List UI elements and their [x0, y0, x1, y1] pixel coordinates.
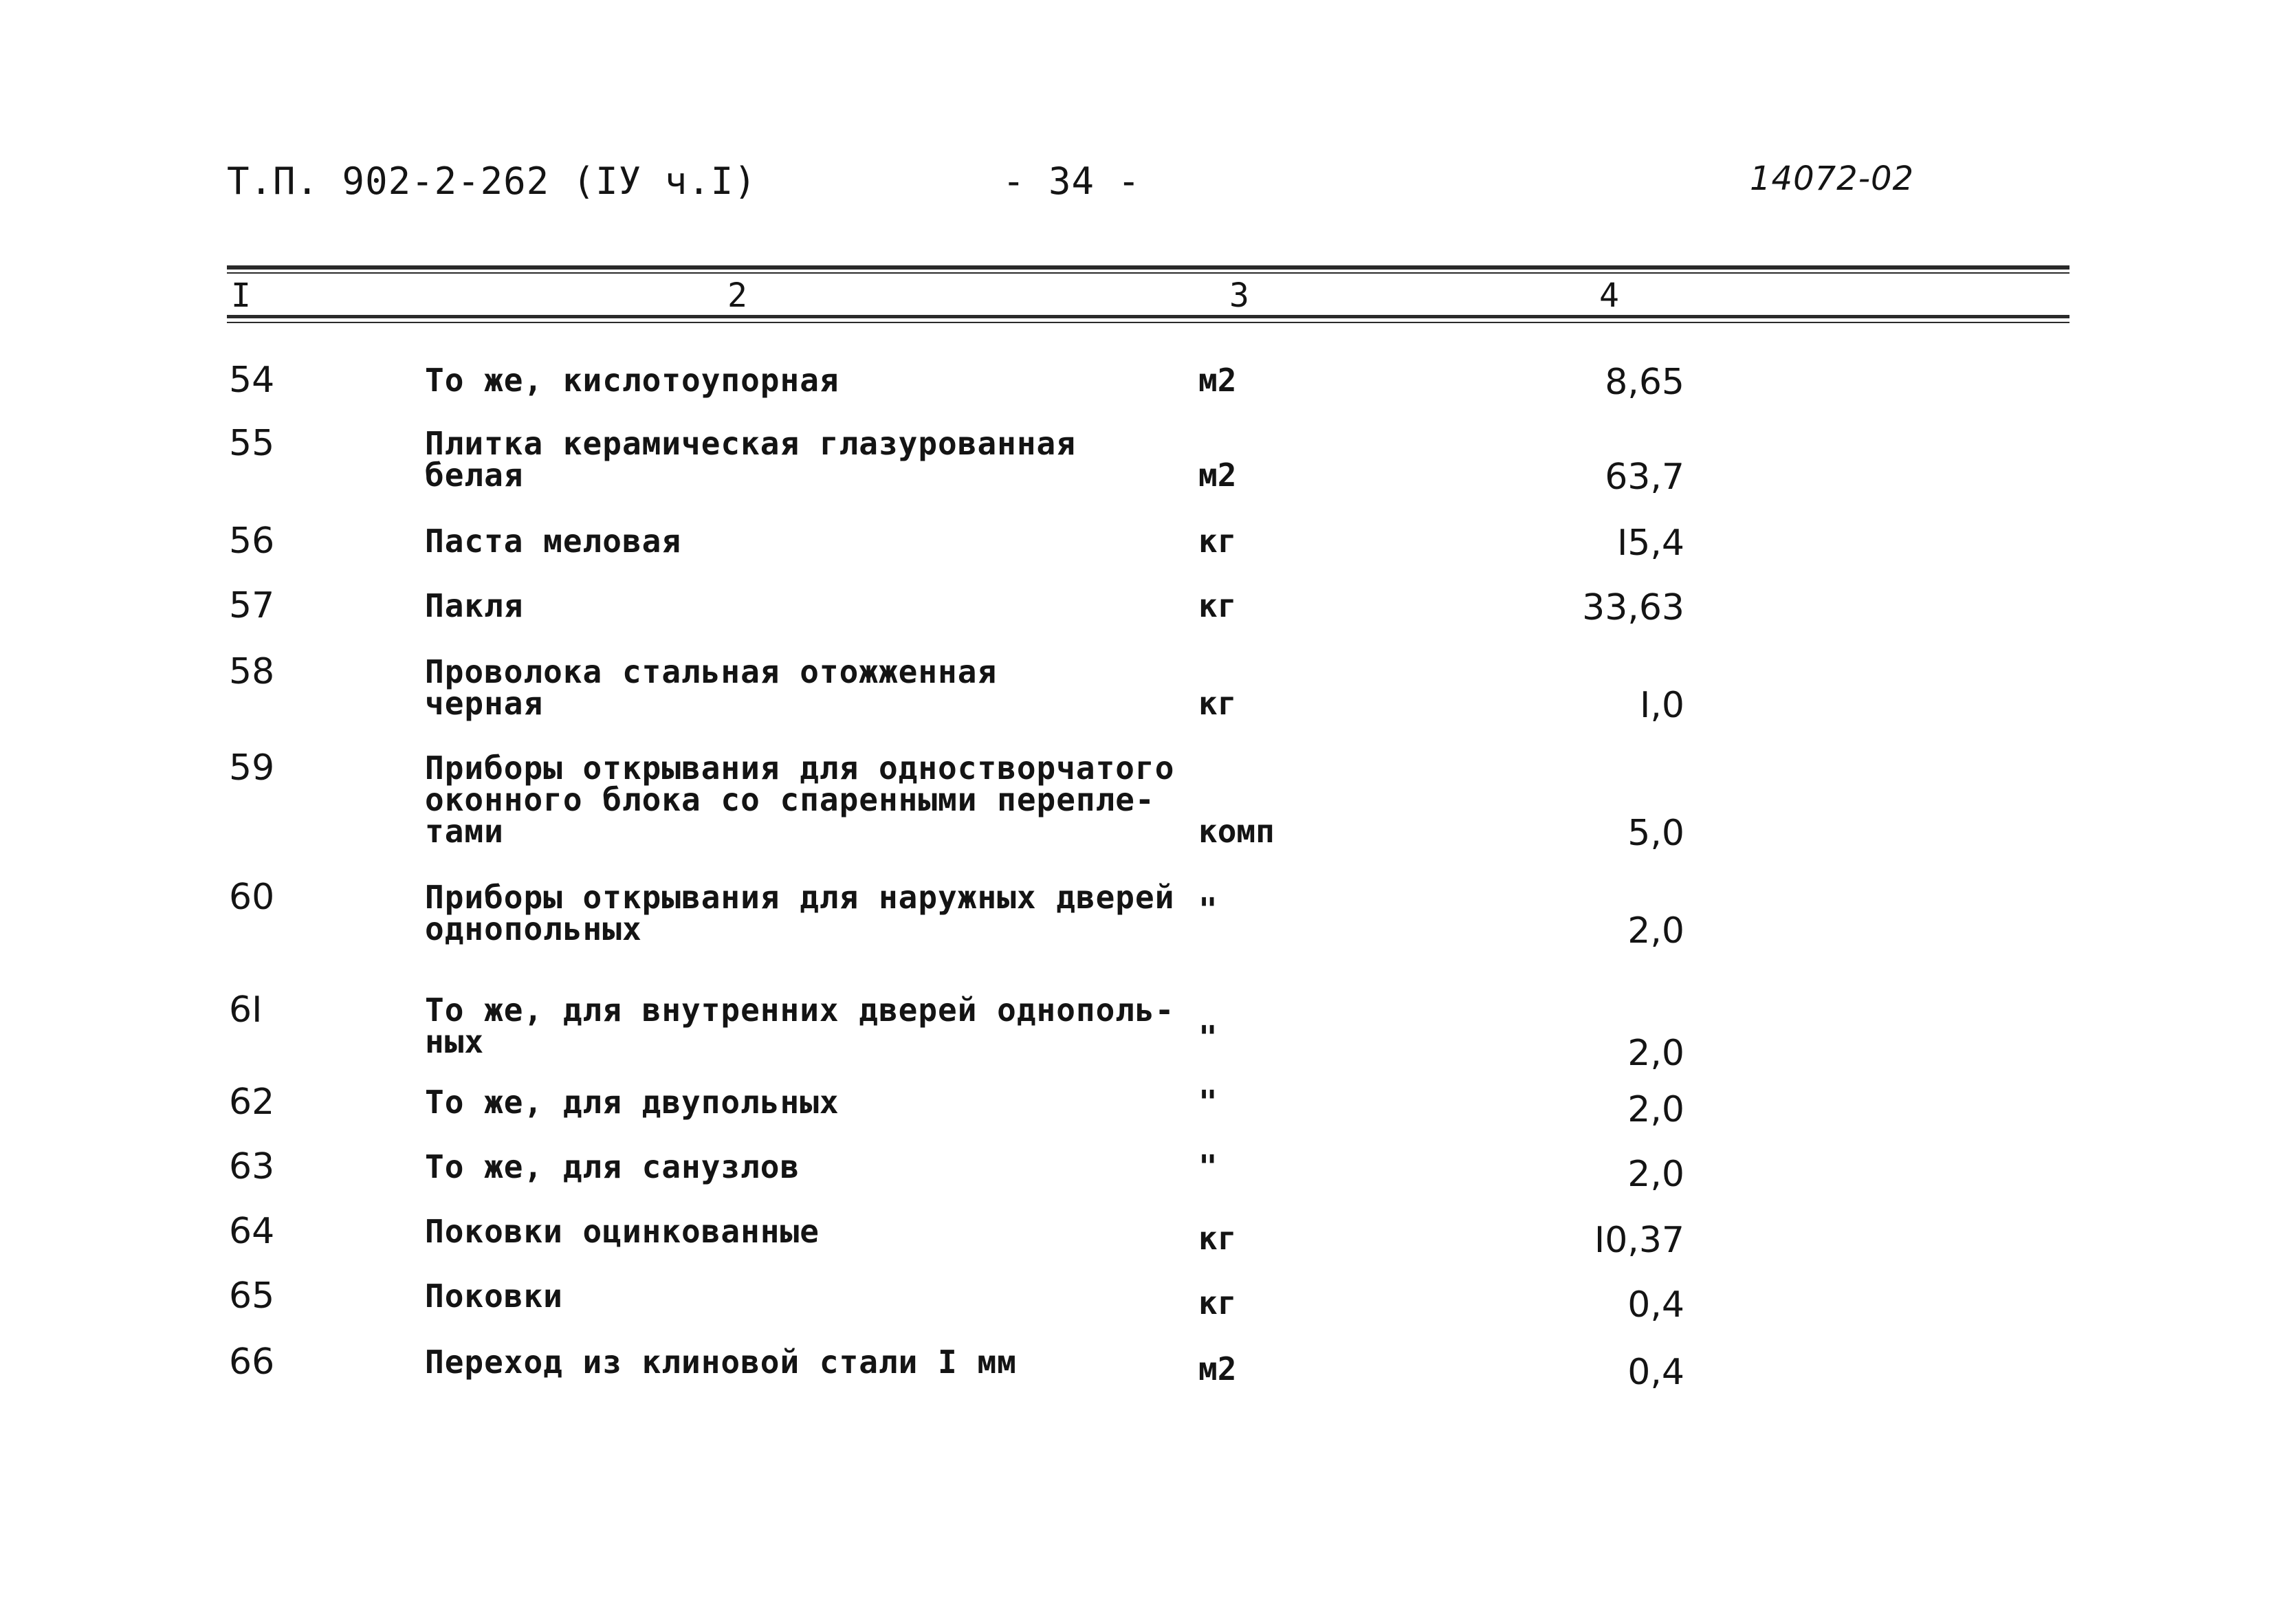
table-header-rule-thin [227, 322, 2069, 323]
item-unit: " [1198, 1148, 1218, 1185]
item-quantity: 33,63 [1582, 587, 1684, 628]
item-unit: комп [1198, 813, 1275, 850]
item-name [425, 523, 1181, 560]
row-number: 63 [229, 1146, 275, 1187]
item-name [425, 1277, 1181, 1315]
item-quantity: 63,7 [1605, 457, 1684, 498]
item-unit: м2 [1198, 362, 1237, 399]
item-name-line: ных [425, 1023, 485, 1060]
item-name [425, 653, 1181, 722]
item-unit: кг [1198, 685, 1237, 722]
item-name-line: Проволока стальная отожженная [425, 653, 998, 690]
column-header-3: 3 [1229, 276, 1249, 315]
item-name [425, 362, 1181, 399]
item-name-line: Поковки оцинкованные [425, 1213, 820, 1250]
row-number: 58 [229, 651, 275, 692]
item-quantity: 2,0 [1627, 910, 1684, 952]
row-number: 55 [229, 423, 275, 464]
item-quantity: I,0 [1640, 685, 1684, 726]
item-unit: " [1198, 1019, 1218, 1056]
item-name [425, 881, 1181, 945]
item-name-line: То же, для санузлов [425, 1148, 800, 1185]
item-name-line: То же, для двупольных [425, 1084, 839, 1121]
item-quantity: 0,4 [1627, 1352, 1684, 1393]
item-name-line: То же, кислотоупорная [425, 362, 839, 399]
item-name [425, 587, 1181, 624]
item-name-line: оконного блока со спаренными переплe- [425, 781, 1155, 818]
item-name [425, 1343, 1181, 1381]
item-unit: " [1198, 891, 1218, 928]
row-number: 54 [229, 360, 275, 401]
item-unit: кг [1198, 1220, 1237, 1257]
item-name [425, 991, 1181, 1060]
row-number: 59 [229, 747, 275, 789]
item-name [425, 425, 1181, 494]
row-number: 6I [229, 989, 263, 1031]
item-name-line: Переход из клиновой стали I мм [425, 1343, 1017, 1381]
row-number: 57 [229, 585, 275, 626]
item-unit: кг [1198, 523, 1237, 560]
row-number: 60 [229, 877, 275, 918]
item-quantity: 5,0 [1627, 813, 1684, 854]
item-name [425, 1148, 1181, 1185]
item-unit: кг [1198, 587, 1237, 624]
page-number: - 34 - [1002, 160, 1141, 203]
item-name-line: Поковки [425, 1277, 563, 1315]
item-quantity: 2,0 [1627, 1089, 1684, 1130]
row-number: 64 [229, 1211, 275, 1252]
row-number: 56 [229, 520, 275, 562]
item-unit: кг [1198, 1284, 1237, 1321]
table-top-rule-thin [227, 272, 2069, 274]
item-name [425, 749, 1181, 850]
item-quantity: 2,0 [1627, 1154, 1684, 1195]
item-unit: " [1198, 1084, 1218, 1121]
item-name [425, 1084, 1181, 1121]
row-number: 65 [229, 1275, 275, 1317]
item-name-line: однопольных [425, 910, 642, 947]
item-quantity: 2,0 [1627, 1033, 1684, 1074]
item-name-line: Паста меловая [425, 523, 682, 560]
item-quantity: I5,4 [1616, 523, 1684, 564]
item-name-line: тами [425, 813, 504, 850]
table-top-rule [227, 265, 2069, 270]
item-quantity: 0,4 [1627, 1284, 1684, 1326]
column-header-1: I [231, 276, 251, 315]
column-header-2: 2 [727, 276, 747, 315]
item-unit: м2 [1198, 1350, 1237, 1387]
row-number: 62 [229, 1082, 275, 1123]
inventory-number: 14072-02 [1750, 160, 1915, 198]
item-name-line: Пакля [425, 587, 524, 624]
item-name-line: белая [425, 457, 524, 494]
item-name-line: Приборы открывания для наружных дверей [425, 879, 1175, 916]
item-unit: м2 [1198, 457, 1237, 494]
item-quantity: I0,37 [1594, 1220, 1684, 1261]
document-code: Т.П. 902-2-262 (IУ ч.I) [227, 160, 757, 203]
item-quantity: 8,65 [1605, 362, 1684, 403]
item-name [425, 1213, 1181, 1250]
item-name-line: Приборы открывания для одностворчатого [425, 749, 1175, 787]
row-number: 66 [229, 1341, 275, 1383]
table-header-rule [227, 315, 2069, 318]
column-header-4: 4 [1599, 276, 1619, 315]
item-name-line: черная [425, 685, 544, 722]
item-name-line: То же, для внутренних дверей однополь- [425, 991, 1175, 1029]
item-name-line: Плитка керамическая глазурованная [425, 425, 1076, 462]
